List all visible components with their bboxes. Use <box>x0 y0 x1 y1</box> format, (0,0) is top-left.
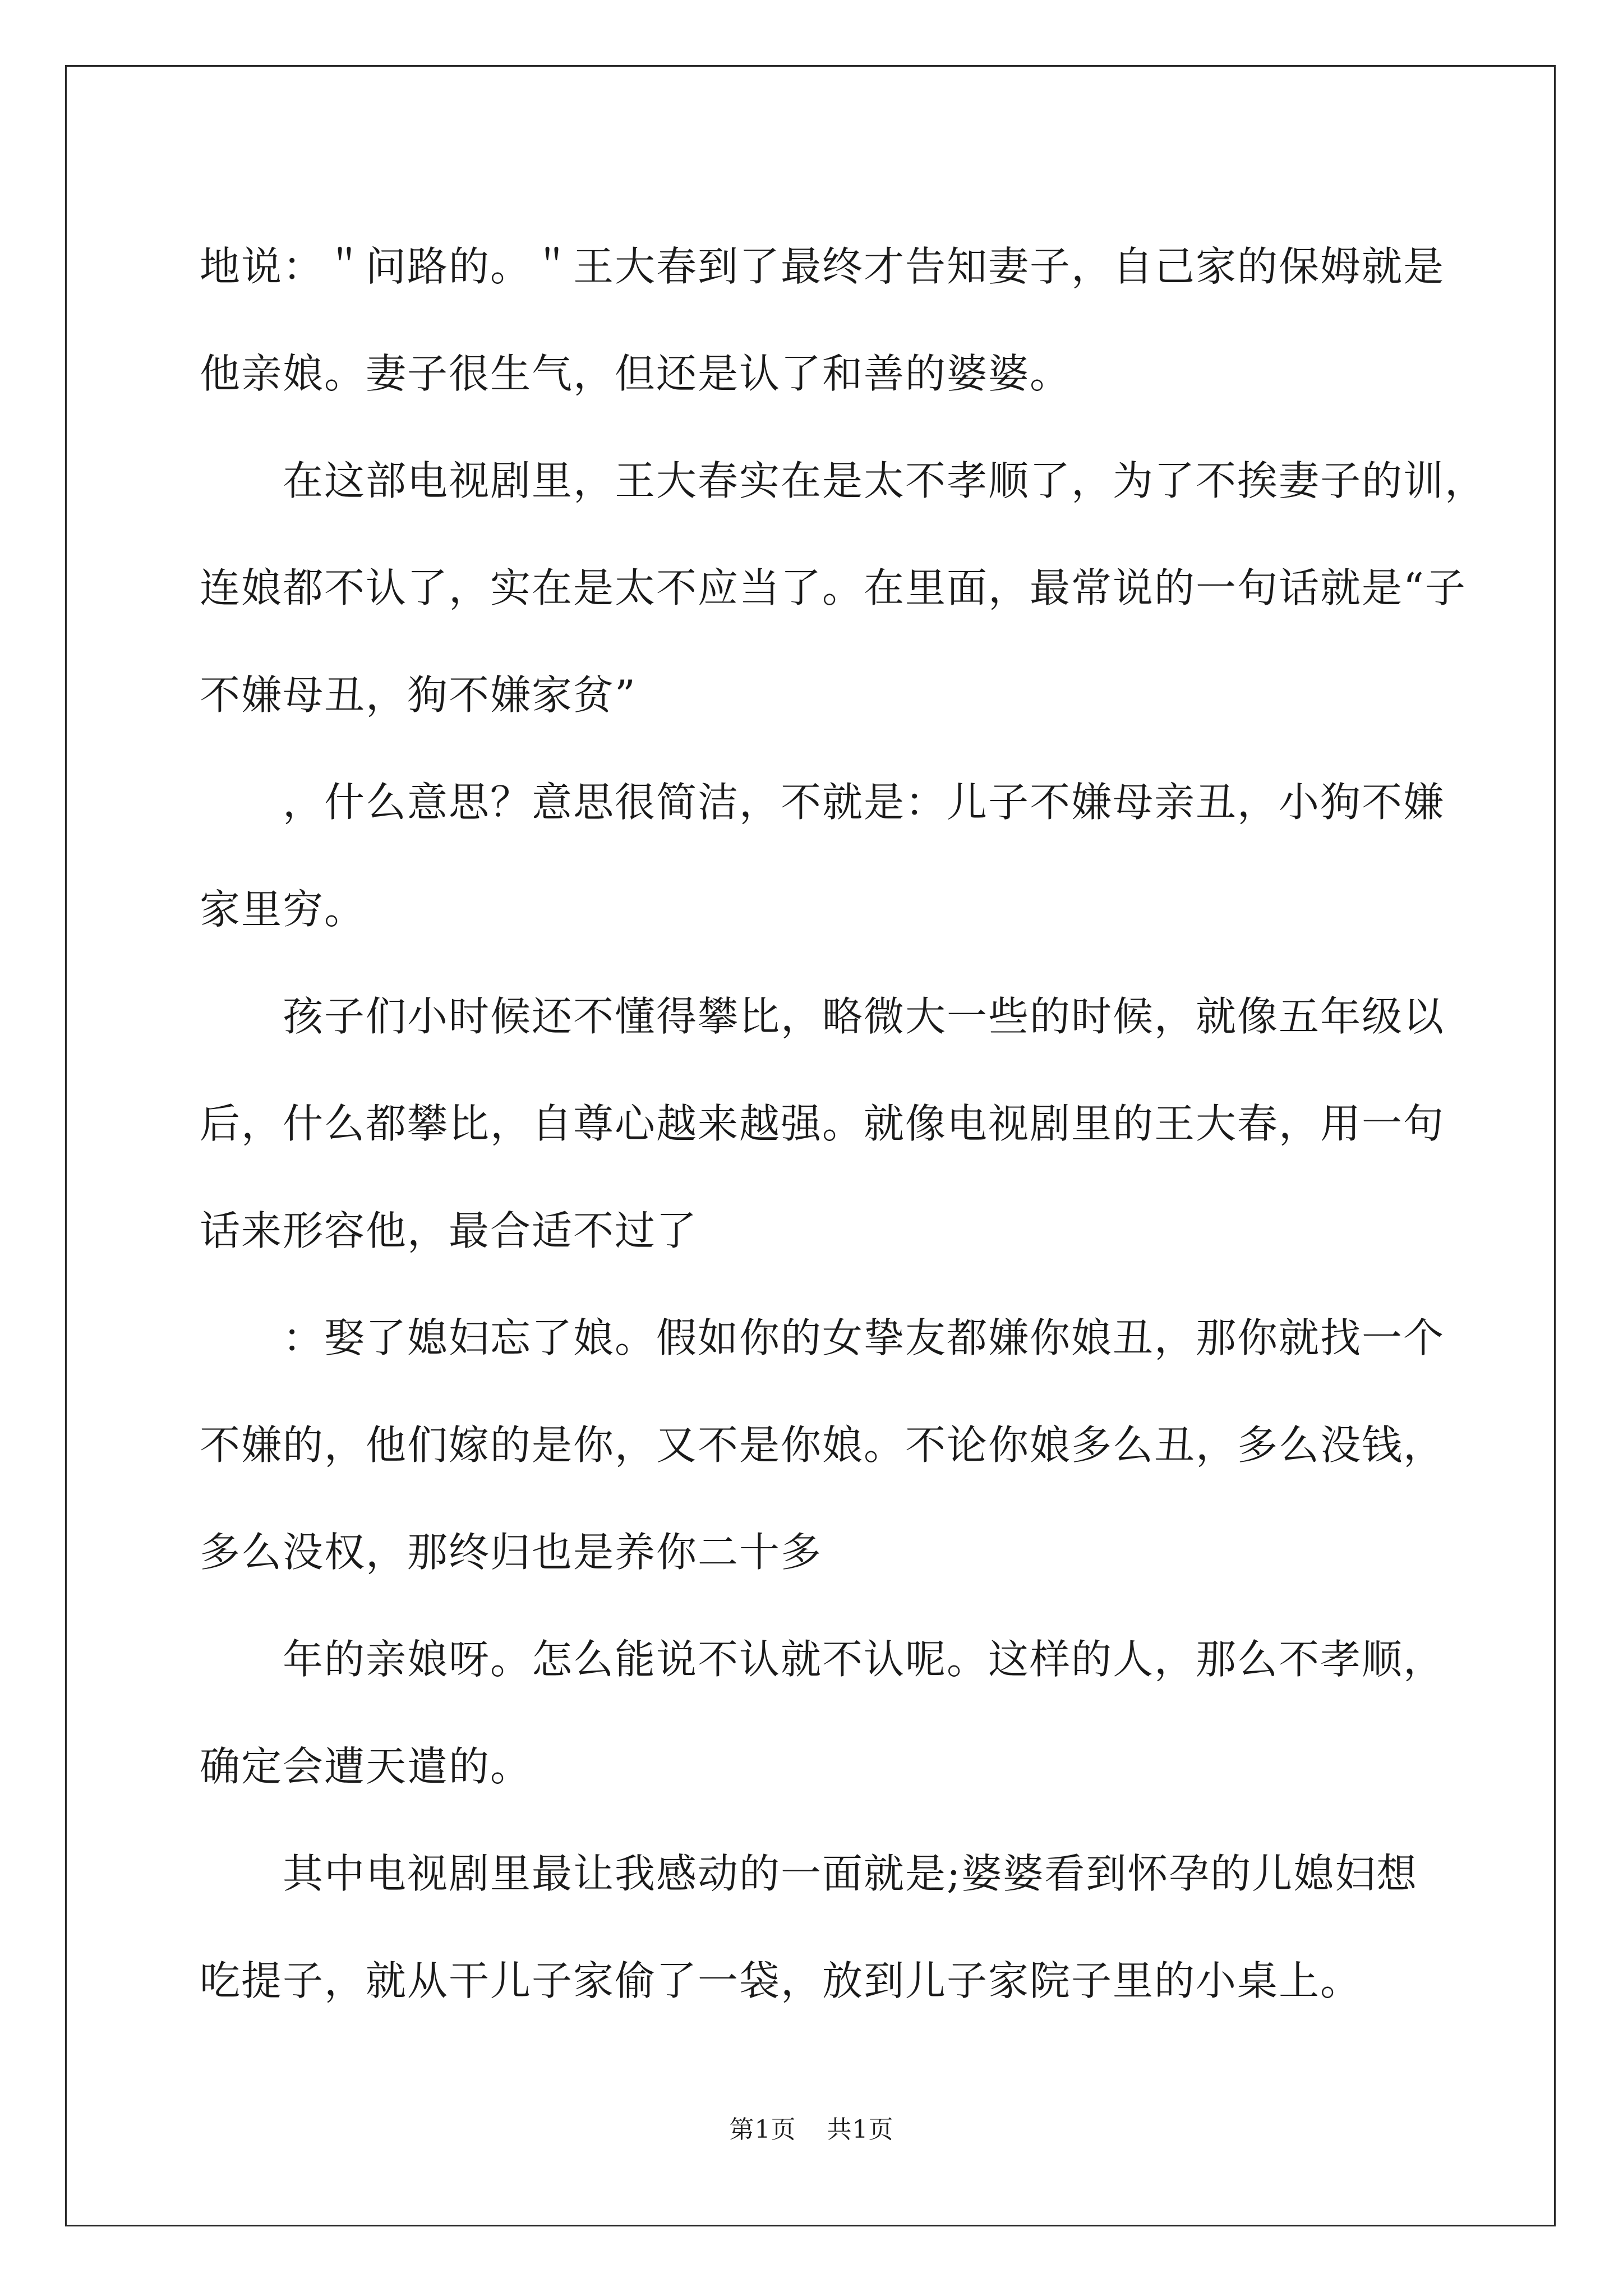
text-line: 不嫌母丑，狗不嫌家贫” <box>200 671 637 719</box>
text-line: 年的亲娘呀。怎么能说不认就不认呢。这样的人，那么不孝顺， <box>283 1636 1445 1683</box>
text-line: 后，什么都攀比，自尊心越来越强。就像电视剧里的王大春，用一句 <box>200 1100 1445 1147</box>
text-line: ：娶了媳妇忘了娘。假如你的女挚友都嫌你娘丑，那你就找一个 <box>283 1314 1445 1361</box>
page-number: 第1页 <box>729 2115 796 2144</box>
text-line: 连娘都不认了，实在是太不应当了。在里面，最常说的一句话就是“子 <box>200 564 1467 611</box>
text-line: 其中电视剧里最让我感动的一面就是;婆婆看到怀孕的儿媳妇想 <box>283 1850 1418 1897</box>
text-line: 他亲娘。妻子很生气，但还是认了和善的婆婆。 <box>200 350 1072 397</box>
paragraph <box>200 749 1445 963</box>
paragraph <box>200 427 1487 749</box>
paragraph <box>200 1606 1445 1820</box>
text-line: 地说：＂问路的。＂王大春到了最终才告知妻子，自己家的保姆就是 <box>200 243 1445 290</box>
text-line: ，什么意思？意思很简洁，不就是：儿子不嫌母亲丑，小狗不嫌 <box>283 779 1445 826</box>
paragraph <box>200 213 1445 427</box>
paragraph <box>200 1820 1428 2035</box>
text-line: 不嫌的，他们嫁的是你，又不是你娘。不论你娘多么丑，多么没钱， <box>200 1421 1445 1469</box>
text-line: 话来形容他，最合适不过了 <box>200 1207 698 1254</box>
text-line: 确定会遭天遣的。 <box>200 1743 532 1790</box>
text-line: 孩子们小时候还不懂得攀比，略微大一些的时候，就像五年级以 <box>283 993 1445 1040</box>
paragraph <box>200 1285 1445 1606</box>
text-line: 在这部电视剧里，王大春实在是太不孝顺了，为了不挨妻子的训， <box>283 457 1487 504</box>
text-line: 多么没权，那终归也是养你二十多 <box>200 1529 823 1576</box>
page-footer <box>0 2109 1623 2145</box>
text-line: 家里穷。 <box>200 886 366 933</box>
page-total: 共1页 <box>827 2115 894 2144</box>
document-body <box>200 213 1487 2035</box>
paragraph <box>200 963 1445 1285</box>
text-line: 吃提子，就从干儿子家偷了一袋，放到儿子家院子里的小桌上。 <box>200 1957 1362 2004</box>
